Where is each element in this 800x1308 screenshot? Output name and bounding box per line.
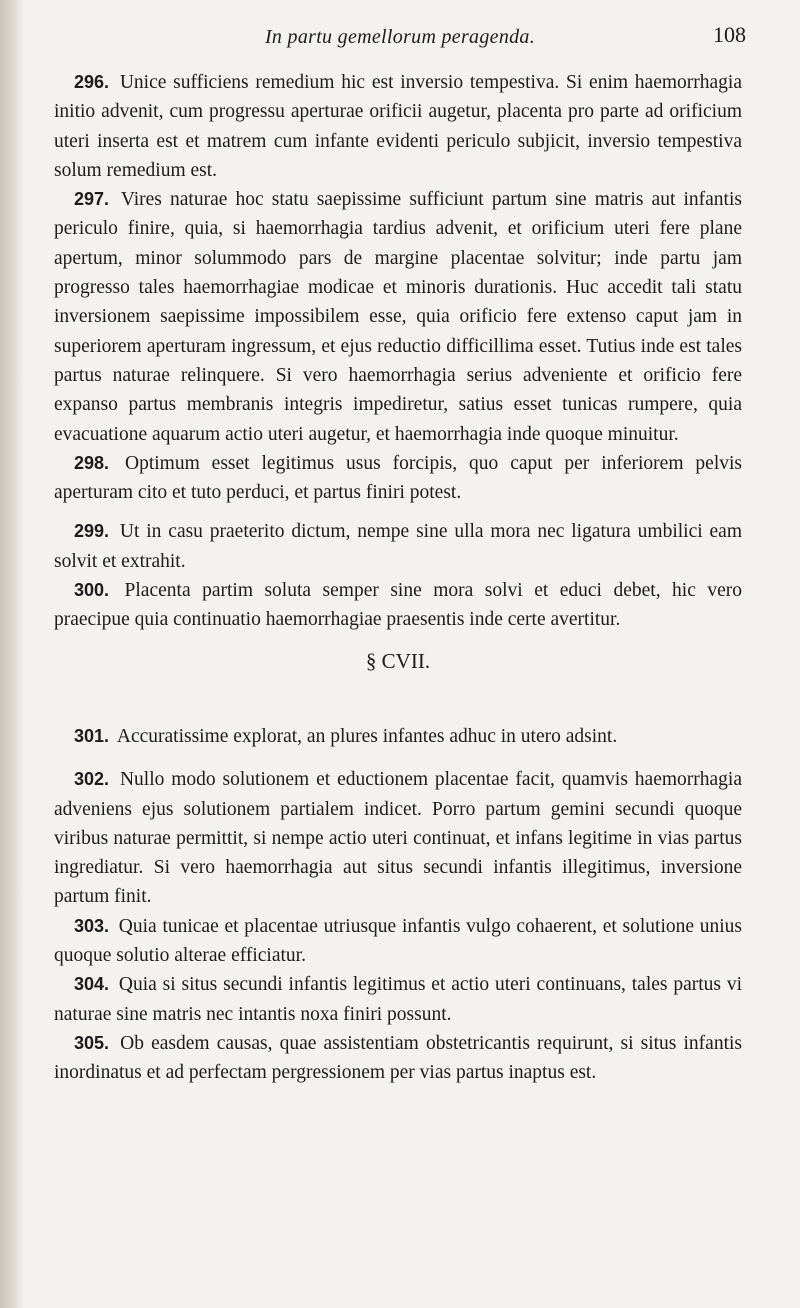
paragraph-301: [54, 722, 742, 751]
paragraph-text: Ob easdem causas, quae assistentiam obstetricantis requirunt, si situs infantis inordinatus et ad perfectam pergressionem per vias partus inaptus est.: [54, 1032, 743, 1084]
paragraph-302: [54, 765, 742, 911]
section-heading: § CVII.: [365, 648, 431, 673]
paragraph-text: Quia tunicae et placentae utriusque infantis vulgo cohaerent, et solutione unius quoque solutio alterae efficiatur.: [54, 915, 743, 967]
paragraph-text: Placenta partim soluta semper sine mora solvi et educi debet, hic vero praecipue quia continuatio haemorrhagiae praesentis inde certe avertitur.: [54, 580, 743, 631]
page-spine-shadow: [0, 0, 24, 1308]
paragraph-number: 303.: [74, 915, 110, 936]
paragraph-number: 296.: [74, 72, 110, 92]
paragraph-number: 297.: [74, 189, 110, 210]
running-head: [60, 22, 746, 58]
paragraph-304: [54, 970, 742, 1029]
body-text: [54, 68, 742, 1088]
paragraph-text: Quia si situs secundi infantis legitimus et actio uteri continuans, tales partus vi naturae sine matris nec intantis noxa finiri possunt.: [54, 974, 743, 1025]
paragraph-text: Nullo modo solutionem et eductionem placentae facit, quamvis haemorrhagia adveniens ejus solutionem partialem indicet. Porro partum gemini secundi quoque viribus naturae permittit, si nempe actio uteri continuat, et infans legitime in vias partus ingrediatur. Si vero haemorrhagia aut situs secundi infantis illegitimus, inversione partum finit.: [54, 769, 742, 908]
paragraph-text: Vires naturae hoc statu saepissime sufficiunt partum sine matris aut infantis periculo finire, quia, si haemorrhagia tardius advenit, et orificium uteri fere plane apertum, minor solummodo pars de margine placentae solvitur; inde partu jam progresso tales haemorrhagiae modicae et minoris durationis. Huc accedit tali statu inversionem saepissime impossibilem esse, quia orificio fere extenso caput jam in superiorem aperturam ingressum, et ejus reductio difficillima esset. Tutius inde est tales partus naturae relinquere. Si vero haemorrhagia serius adveniente et orificio fere expanso partus membranis integris impediretur, satius esset tunicas rumpere, quia evacuatione aquarum actio uteri augetur, et haemorrhagia inde quoque minuitur.: [54, 189, 742, 445]
paragraph-305: [54, 1029, 742, 1088]
paragraph-text: Unice sufficiens remedium hic est inversio tempestiva. Si enim haemorrhagia initio advenit, cum progressu aperturae orificii augetur, placenta pro parte ad orificium uteri inserta est et matrem cum infante evidenti periculo subjicit, inversio tempestiva solum remedium est.: [54, 72, 742, 181]
paragraph-text: Ut in casu praeterito dictum, nempe sine ulla mora nec ligatura umbilici eam solvit et extrahit.: [54, 521, 743, 572]
paragraph-number: 300.: [74, 580, 110, 601]
paragraph-303: [54, 912, 742, 971]
paragraph-300: [54, 576, 742, 635]
paragraph-number: 298.: [74, 452, 110, 473]
paragraph-297: [54, 185, 742, 449]
paragraph-298: [54, 449, 742, 508]
paragraph-296: [54, 68, 742, 185]
paragraph-number: 299.: [74, 521, 110, 542]
paragraph-number: 302.: [74, 769, 110, 790]
paragraph-299: [54, 517, 742, 576]
paragraph-number: 305.: [74, 1032, 110, 1053]
running-title: In partu gemellorum peragenda.: [264, 26, 536, 48]
paragraph-text: Accuratissime explorat, an plures infantes adhuc in utero adsint.: [116, 725, 618, 747]
page-number: 108: [713, 22, 746, 47]
paragraph-text: Optimum esset legitimus usus forcipis, quo caput per inferiorem pelvis aperturam cito et tuto perduci, et partus finiri potest.: [54, 452, 743, 504]
paragraph-number: 301.: [74, 725, 110, 746]
paragraph-number: 304.: [74, 974, 110, 995]
